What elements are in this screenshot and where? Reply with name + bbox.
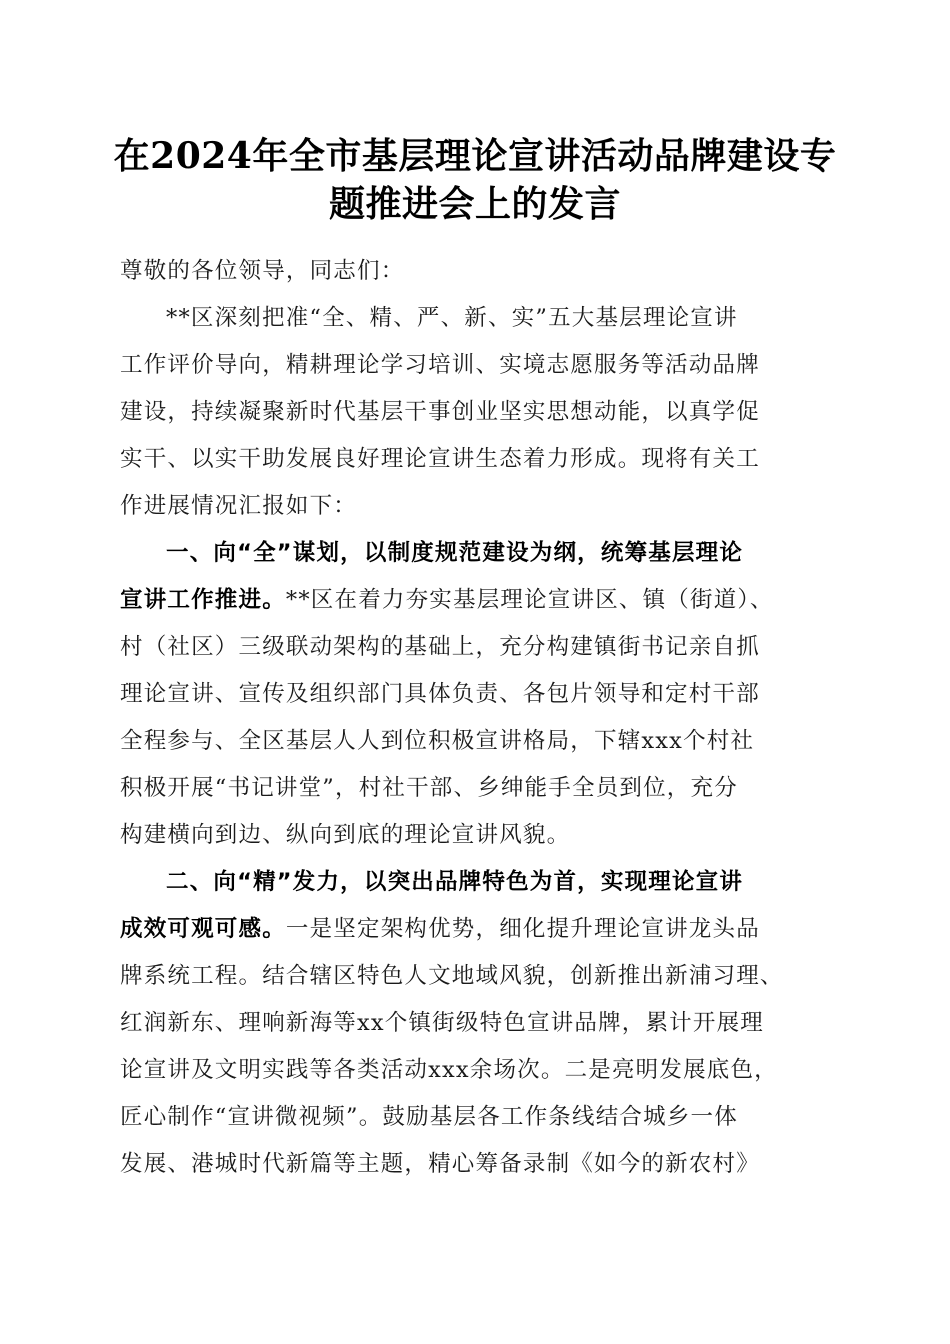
section-2-heading: 二、向“精”发力，以突出品牌特色为首，实现理论宣讲 bbox=[166, 869, 744, 895]
section-2-heading-end: 成效可观可感。 bbox=[120, 916, 286, 942]
document-body bbox=[120, 248, 825, 1188]
intro-line: **区深刻把准“全、精、严、新、实”五大基层理论宣讲 bbox=[166, 305, 738, 331]
page-title bbox=[90, 132, 860, 228]
title-line-2: 题推进会上的发言 bbox=[328, 183, 621, 225]
section-1-line: 理论宣讲、宣传及组织部门具体负责、各包片领导和定村干部 bbox=[120, 681, 760, 707]
intro-line: 实干、以实干助发展良好理论宣讲生态着力形成。现将有关工 bbox=[120, 446, 760, 472]
intro-line: 工作评价导向，精耕理论学习培训、实境志愿服务等活动品牌 bbox=[120, 352, 760, 378]
section-2-line: 牌系统工程。结合辖区特色人文地域风貌，创新推出新浦习理、 bbox=[120, 963, 784, 989]
section-1-line: 积极开展“书记讲堂”，村社干部、乡绅能手全员到位，充分 bbox=[120, 775, 738, 801]
intro-line: 作进展情况汇报如下： bbox=[120, 493, 358, 519]
section-2-heading-continuation bbox=[120, 906, 825, 953]
salutation: 尊敬的各位领导，同志们： bbox=[120, 258, 405, 284]
section-1-line: 构建横向到边、纵向到底的理论宣讲风貌。 bbox=[120, 822, 571, 848]
section-2-text-start: 一是坚定架构优势，细化提升理论宣讲龙头品 bbox=[285, 916, 760, 942]
section-1-heading: 一、向“全”谋划，以制度规范建设为纲，统筹基层理论 bbox=[166, 540, 744, 566]
section-2-line: 匠心制作“宣讲微视频”。鼓励基层各工作条线结合城乡一体 bbox=[120, 1104, 738, 1130]
section-2-line: 论宣讲及文明实践等各类活动xxx余场次。二是亮明发展底色， bbox=[120, 1057, 778, 1083]
intro-line: 建设，持续凝聚新时代基层干事创业坚实思想动能，以真学促 bbox=[120, 399, 760, 425]
section-1-line: 村（社区）三级联动架构的基础上，充分构建镇街书记亲自抓 bbox=[120, 634, 760, 660]
title-line-1: 在2024年全市基层理论宣讲活动品牌建设专 bbox=[113, 135, 837, 177]
section-1-heading-continuation bbox=[120, 577, 825, 624]
section-2-line: 发展、港城时代新篇等主题，精心筹备录制《如今的新农村》 bbox=[120, 1151, 760, 1177]
section-1-heading-end: 宣讲工作推进。 bbox=[120, 587, 286, 613]
section-2-line: 红润新东、理响新海等xx个镇街级特色宣讲品牌，累计开展理 bbox=[120, 1010, 764, 1036]
section-1-line: 全程参与、全区基层人人到位积极宣讲格局，下辖xxx个村社 bbox=[120, 728, 755, 754]
section-1-text-start: **区在着力夯实基层理论宣讲区、镇（街道）、 bbox=[285, 587, 774, 613]
